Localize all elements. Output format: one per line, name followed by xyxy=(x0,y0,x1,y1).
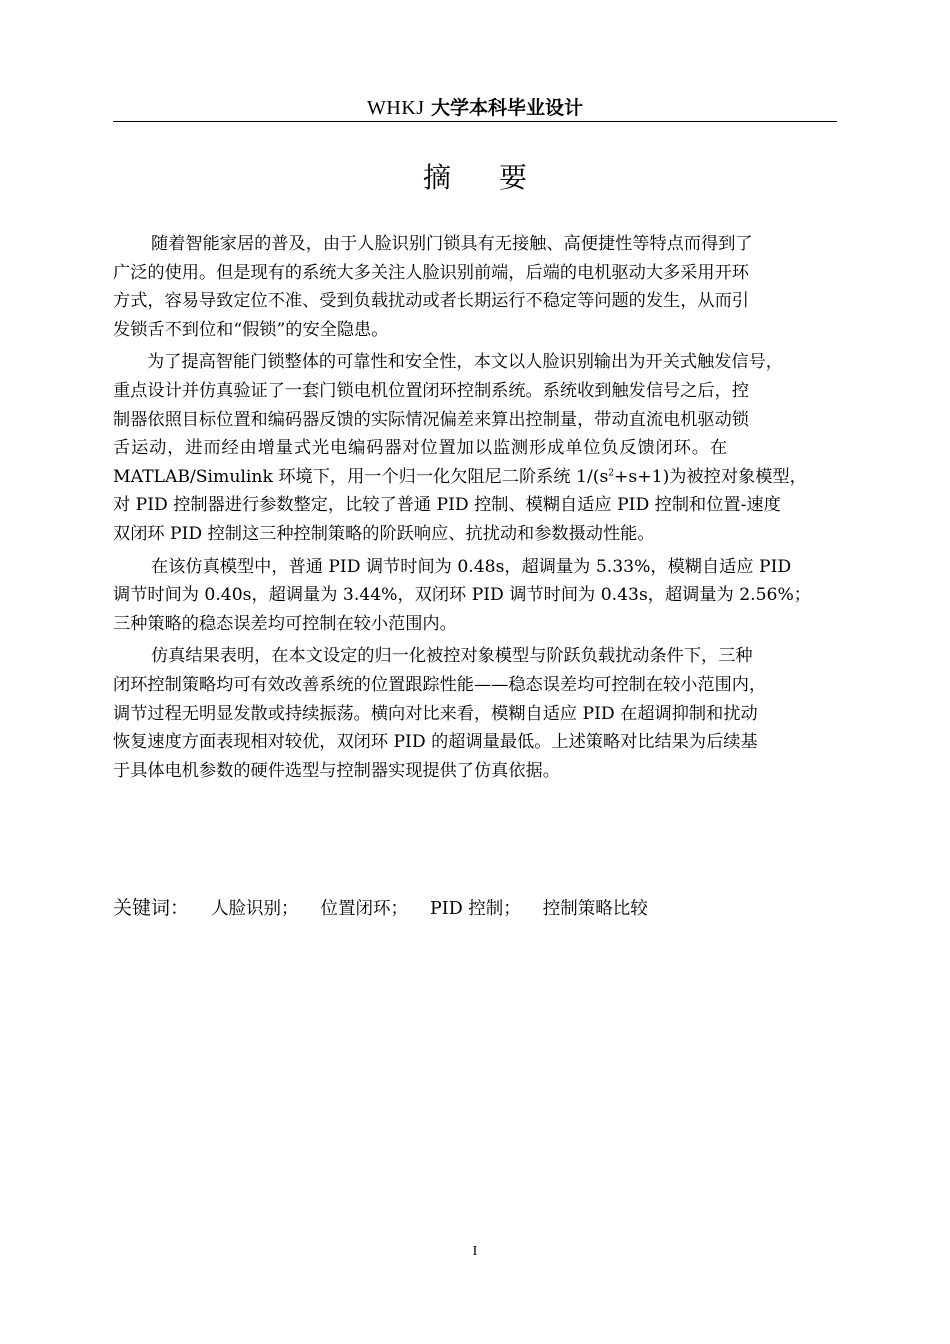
paragraph-line: 恢复速度方面表现相对较优，双闭环 PID 的超调量最低。上述策略对比结果为后续基 xyxy=(113,732,758,753)
keywords-line xyxy=(113,893,648,924)
paragraph-line: 随着智能家居的普及，由于人脸识别门锁具有无接触、高便捷性等特点而得到了 xyxy=(151,234,753,254)
paragraph-line: 为了提高智能门锁整体的可靠性和安全性，本文以人脸识别输出为开关式触发信号， xyxy=(147,352,783,373)
header-divider xyxy=(113,121,837,122)
keyword-item: 控制策略比较 xyxy=(542,899,648,919)
keyword-item: PID 控制； xyxy=(430,899,521,919)
page-number: I xyxy=(472,1244,478,1259)
abstract-body xyxy=(113,230,837,789)
abstract-title-char-2: 要 xyxy=(499,161,528,194)
abstract-paragraph-2 xyxy=(113,348,837,548)
header-title: 大学本科毕业设计 xyxy=(430,97,583,119)
paragraph-line: 调节过程无明显发散或持续振荡。横向对比来看，模糊自适应 PID 在超调抑制和扰动 xyxy=(113,703,758,724)
paragraph-line: 闭环控制策略均可有效改善系统的位置跟踪性能——稳态误差均可控制在较小范围内， xyxy=(113,674,767,695)
page-header xyxy=(113,94,837,120)
paragraph-line: 三种策略的稳态误差均可控制在较小范围内。 xyxy=(113,613,457,634)
keywords-label: 关键词： xyxy=(113,897,190,919)
abstract-title xyxy=(113,158,837,198)
abstract-paragraph-4 xyxy=(113,642,837,785)
paragraph-line: 广泛的使用。但是现有的系统大多关注人脸识别前端，后端的电机驱动大多采用开环 xyxy=(113,262,749,283)
paragraph-line: 重点设计并仿真验证了一套门锁电机位置闭环控制系统。系统收到触发信号之后，控 xyxy=(113,380,749,401)
paragraph-line: 舌运动，进而经由增量式光电编码器对位置加以监测形成单位负反馈闭环。在 xyxy=(113,438,728,459)
formula-superscript: 2 xyxy=(608,468,615,479)
paragraph-line: 方式，容易导致定位不准、受到负载扰动或者长期运行不稳定等问题的发生，从而引 xyxy=(113,291,749,312)
abstract-paragraph-1 xyxy=(113,230,837,344)
paragraph-line: 调节时间为 0.40s，超调量为 3.44%，双闭环 PID 调节时间为 0.43s，超调量为 2.56%； xyxy=(113,585,811,606)
paragraph-line: 仿真结果表明，在本文设定的归一化被控对象模型与阶跃负载扰动条件下，三种 xyxy=(151,646,753,667)
abstract-paragraph-3 xyxy=(113,553,837,639)
keyword-item: 人脸识别； xyxy=(211,899,299,919)
formula-text-end: +s+1)为被控对象模型， xyxy=(614,466,807,487)
paragraph-line: 双闭环 PID 控制这三种控制策略的阶跃响应、抗扰动和参数摄动性能。 xyxy=(113,523,655,544)
paragraph-line: 在该仿真模型中，普通 PID 调节时间为 0.48s，超调量为 5.33%，模糊自适应 PID xyxy=(151,556,792,577)
paragraph-line: 于具体电机参数的硬件选型与控制器实现提供了仿真依据。 xyxy=(113,760,560,781)
abstract-title-char-1: 摘 xyxy=(422,161,451,194)
header-school-code: WHKJ xyxy=(367,97,425,119)
paragraph-line-with-formula xyxy=(113,463,837,492)
paragraph-line: 制器依照目标位置和编码器反馈的实际情况偏差来算出控制量，带动直流电机驱动锁 xyxy=(113,409,749,430)
paragraph-line: 对 PID 控制器进行参数整定，比较了普通 PID 控制、模糊自适应 PID 控制和位置-速度 xyxy=(113,495,781,516)
keyword-item: 位置闭环； xyxy=(320,899,409,919)
formula-text-start: MATLAB/Simulink 环境下，用一个归一化欠阻尼二阶系统 1/(s xyxy=(113,466,609,487)
paragraph-line: 发锁舌不到位和“假锁”的安全隐患。 xyxy=(113,319,389,340)
